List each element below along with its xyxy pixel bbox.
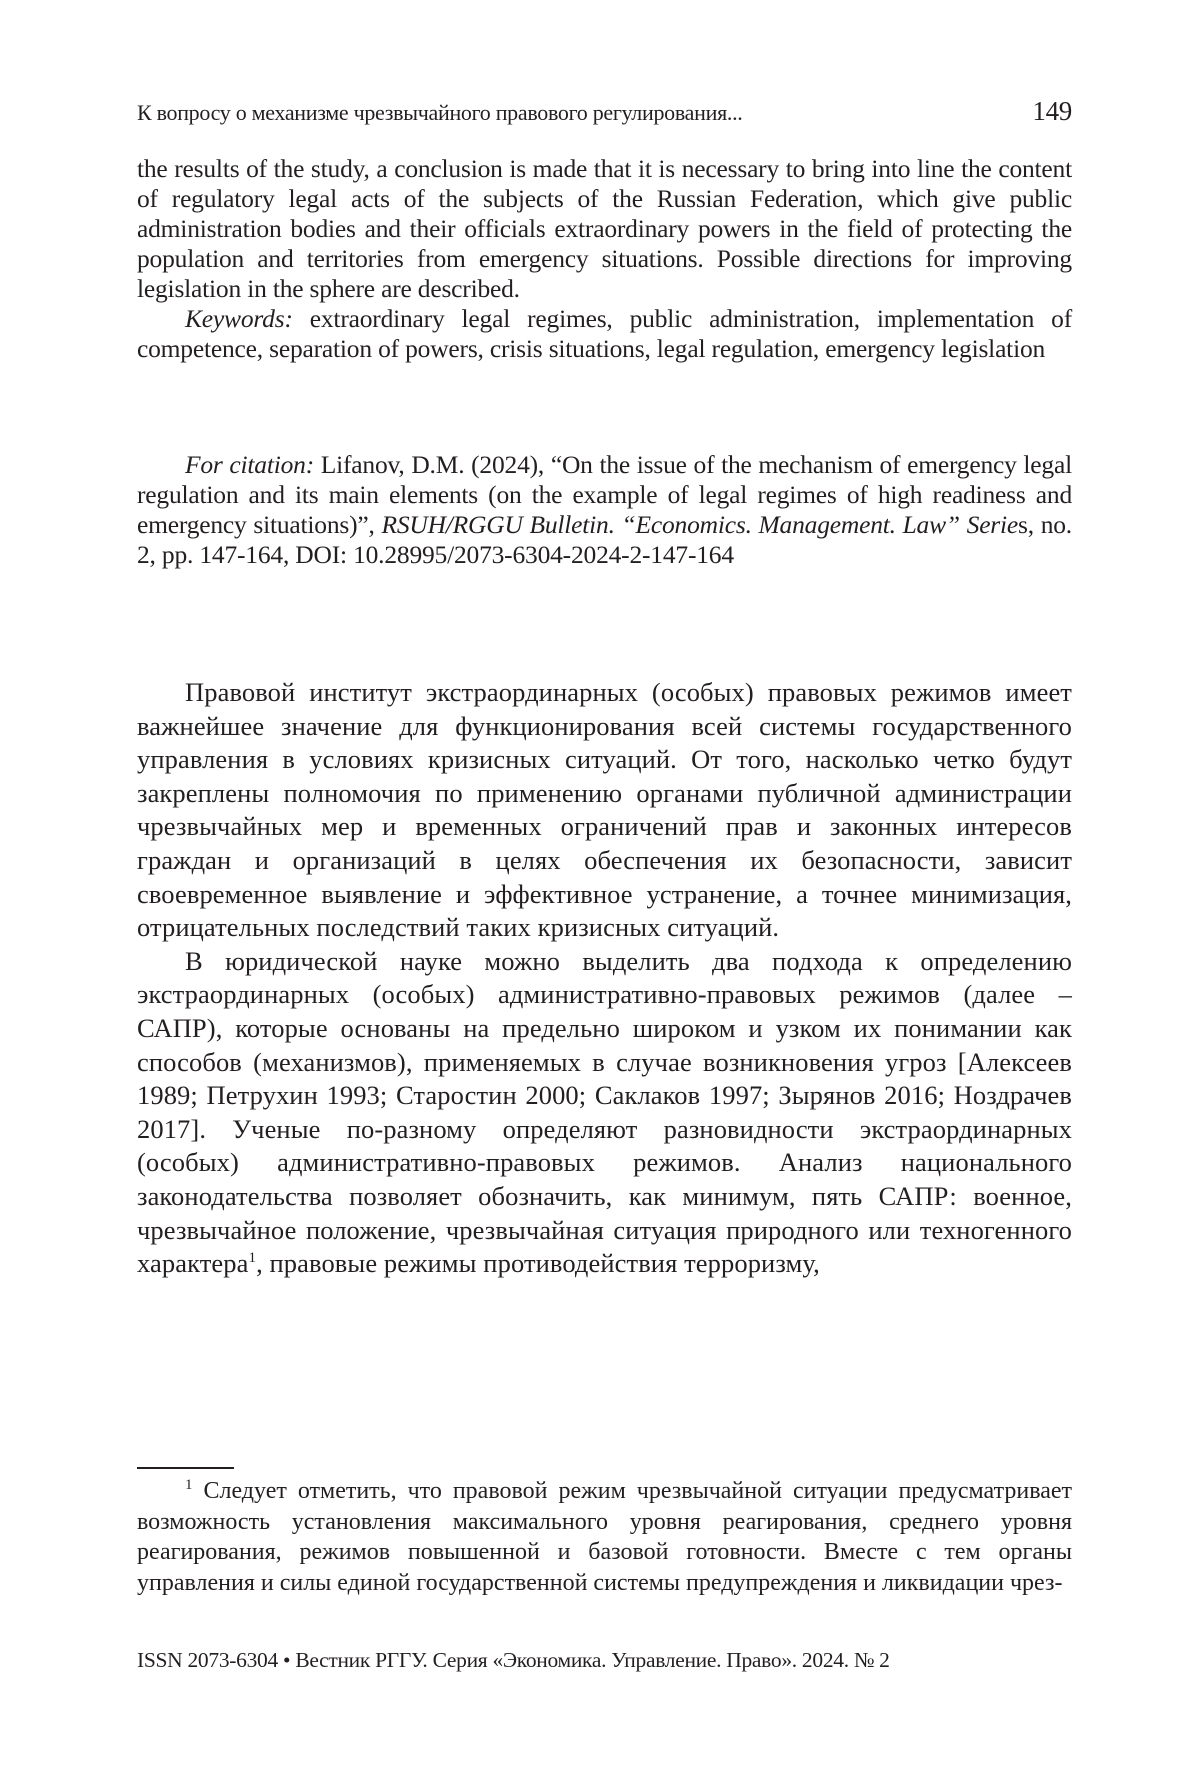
body-paragraph-1: Правовой институт экстраординарных (особых) правовых режимов имеет важнейшее значение для функционирования всей системы государственного управления в условиях кризисных ситуаций. От того, насколько четко будут закреплены полномочия по применению органами публичной администрации чрезвычайных мер и временных ограничений прав и законных интересов граждан и организаций в целях обеспечения их безопасности, зависит своевременное выявление и эффективное устранение, а точнее минимизация, отрицательных последствий таких кризисных ситуаций.: [137, 677, 1072, 943]
citation-journal-suffix: s: [1018, 510, 1028, 539]
footnote-1: [137, 1476, 1072, 1598]
body-paragraph-2-continuation: , правовые режимы противодействия терроризму,: [256, 1248, 820, 1279]
footnote-number: 1: [185, 1477, 193, 1493]
running-head-title: К вопросу о механизме чрезвычайного правового регулирования...: [137, 100, 743, 125]
abstract-english: [137, 154, 1072, 364]
keywords-list: extraordinary legal regimes, public administration, implementation of competence, separation of powers, crisis situations, legal regulation, emergency legislation: [137, 304, 1072, 363]
citation-paragraph: [137, 450, 1072, 570]
article-body: [137, 676, 1072, 1281]
citation-authors-title: Lifanov, D.M. (2024), “On the issue of the mechanism of emergency legal regulation and its main elements (on the example of legal regimes of high readiness and emergency situations)”,: [137, 450, 1072, 539]
keywords-paragraph: [137, 304, 1072, 364]
footnote-block: [137, 1476, 1072, 1598]
abstract-text: the results of the study, a conclusion is made that it is necessary to bring into line the content of regulatory legal acts of the subjects of the Russian Federation, which give public administration bodies and their officials extraordinary powers in the field of protecting the population and territories from emergency situations. Possible directions for improving legislation in the sphere are described.: [137, 154, 1072, 303]
page-number: 149: [1032, 96, 1072, 126]
citation-journal: RSUH/RGGU Bulletin. “Economics. Management. Law” Serie: [381, 510, 1019, 539]
keywords-label: Keywords:: [185, 304, 293, 333]
body-paragraph-2-text: В юридической науке можно выделить два подхода к определению экстраординарных (особых) административно-правовых режимов (далее – САПР), которые основаны на предельно широком и узком их понимании как способов (механизмов), применяемых в случае возникновения угроз [Алексеев 1989; Петрухин 1993; Старостин 2000; Саклаков 1997; Зырянов 2016; Ноздрачев 2017]. Ученые по-разному определяют разновидности экстраординарных (особых) административно-правовых режимов. Анализ национального законодательства позволяет обозначить, как минимум, пять САПР: военное, чрезвычайное положение, чрезвычайная ситуация природного или техногенного характера: [137, 945, 1072, 1279]
citation-block: [137, 450, 1072, 570]
footnote-divider: [137, 1467, 234, 1469]
body-paragraph-2: [137, 945, 1072, 1281]
citation-label: For citation:: [185, 450, 314, 479]
citation-details: , no. 2, pp. 147-164, DOI: 10.28995/2073-6304-2024-2-147-164: [137, 510, 1072, 569]
running-head: [137, 96, 1072, 127]
footnote-reference[interactable]: 1: [248, 1250, 257, 1267]
footnote-text: Следует отметить, что правовой режим чрезвычайной ситуации предусматривает возможность установления максимального уровня реагирования, среднего уровня реагирования, режимов повышенной и базовой готовности. Вместе с тем органы управления и силы единой государственной системы предупреждения и ликвидации чрез-: [137, 1478, 1072, 1596]
page-footer: ISSN 2073-6304 • Вестник РГГУ. Серия «Экономика. Управление. Право». 2024. № 2: [137, 1648, 890, 1672]
